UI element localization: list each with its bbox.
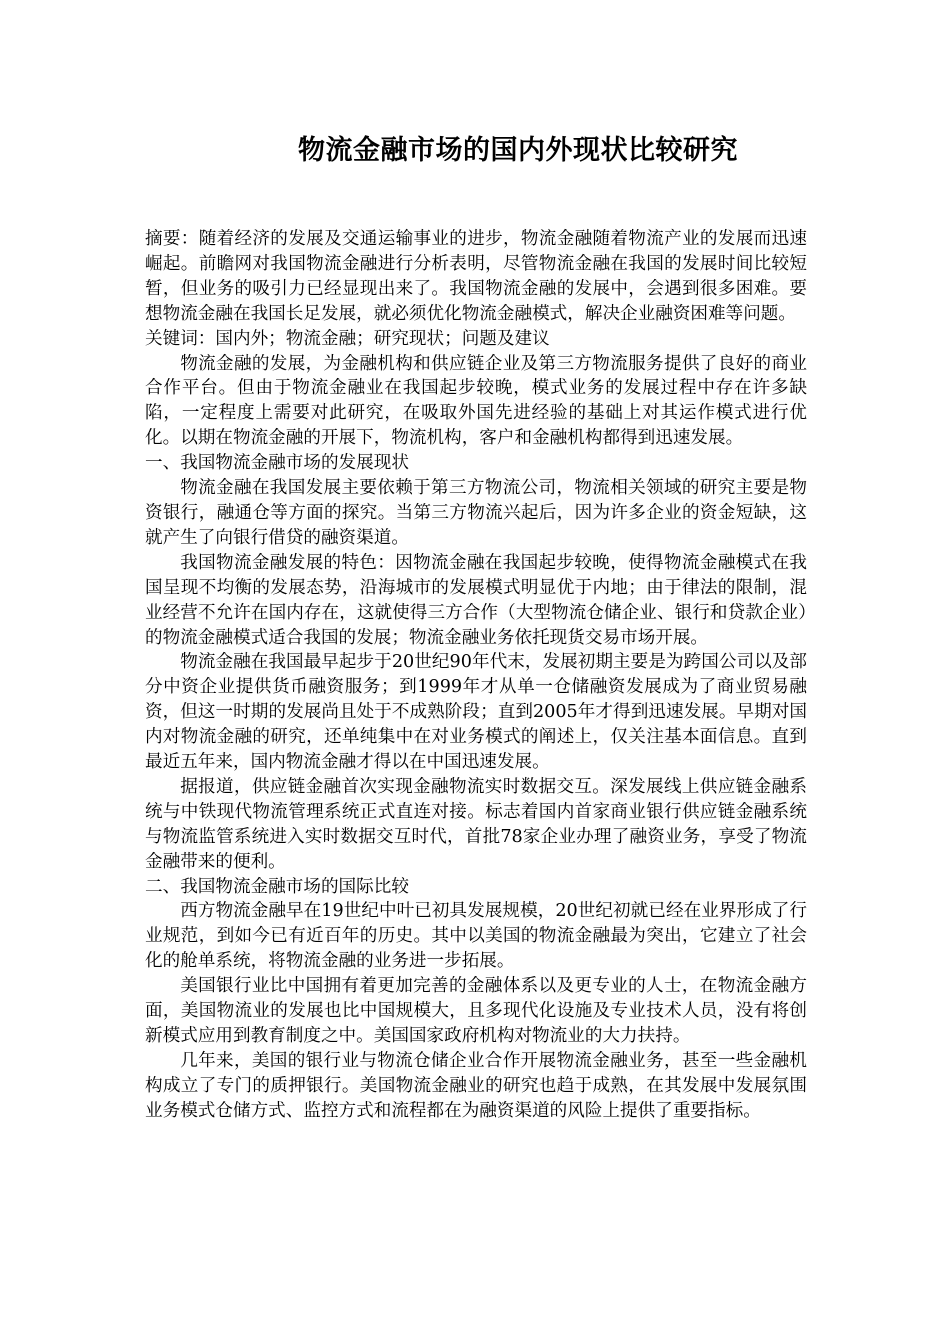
document-paragraph: 据报道，供应链金融首次实现金融物流实时数据交互。深发展线上供应链金融系统与中铁现代物流管理系统正式直连对接。标志着国内首家商业银行供应链金融系统与物流监管系统进入实时数据交互时代，首批78家企业办理了融资业务，享受了物流金融带来的便利。: [145, 776, 807, 872]
document-paragraph: 物流金融在我国发展主要依赖于第三方物流公司，物流相关领域的研究主要是物资银行，融通仓等方面的探究。当第三方物流兴起后，因为许多企业的资金短缺，这就产生了向银行借贷的融资渠道。: [145, 478, 807, 548]
document-paragraph: 几年来，美国的银行业与物流仓储企业合作开展物流金融业务，甚至一些金融机构成立了专门的质押银行。美国物流金融业的研究也趋于成熟，在其发展中发展氛围业务模式仓储方式、监控方式和流程都在为融资渠道的风险上提供了重要指标。: [145, 1050, 807, 1121]
document-paragraph: 二、我国物流金融市场的国际比较: [145, 876, 409, 897]
document-paragraph: 摘要：随着经济的发展及交通运输事业的进步，物流金融随着物流产业的发展而迅速崛起。前瞻网对我国物流金融进行分析表明，尽管物流金融在我国的发展时间比较短暂，但业务的吸引力已经显现出来了。我国物流金融的发展中，会遇到很多困难。要想物流金融在我国长足发展，就必须优化物流金融模式，解决企业融资困难等问题。: [145, 229, 807, 324]
document-paragraph: 我国物流金融发展的特色：因物流金融在我国起步较晚，使得物流金融模式在我国呈现不均衡的发展态势，沿海城市的发展模式明显优于内地；由于律法的限制，混业经营不允许在国内存在，这就使得三方合作（大型物流仓储企业、银行和贷款企业）的物流金融模式适合我国的发展；物流金融业务依托现货交易市场开展。: [145, 552, 807, 648]
document-paragraph: 关键词：国内外；物流金融；研究现状；问题及建议: [145, 328, 550, 349]
document-paragraph: 美国银行业比中国拥有着更加完善的金融体系以及更专业的人士，在物流金融方面，美国物流业的发展也比中国规模大，且多现代化设施及专业技术人员，没有将创新模式应用到教育制度之中。美国国家政府机构对物流业的大力扶持。: [145, 976, 807, 1046]
document-paragraph: 一、我国物流金融市场的发展现状: [145, 453, 409, 474]
document-paragraph: 物流金融在我国最早起步于20世纪90年代末，发展初期主要是为跨国公司以及部分中资企业提供货币融资服务；到1999年才从单一仓储融资发展成为了商业贸易融资，但这一时期的发展尚且处于不成熟阶段；直到2005年才得到迅速发展。早期对国内对物流金融的研究，还单纯集中在对业务模式的阐述上，仅关注基本面信息。直到最近五年来，国内物流金融才得以在中国迅速发展。: [145, 652, 807, 773]
document-title: 物流金融市场的国内外现状比较研究: [298, 135, 738, 166]
document-body: [145, 227, 807, 1124]
document-paragraph: 物流金融的发展，为金融机构和供应链企业及第三方物流服务提供了良好的商业合作平台。但由于物流金融业在我国起步较晚，模式业务的发展过程中存在许多缺陷，一定程度上需要对此研究，在吸取外国先进经验的基础上对其运作模式进行优化。以期在物流金融的开展下，物流机构，客户和金融机构都得到迅速发展。: [145, 353, 807, 449]
document-paragraph: 西方物流金融早在19世纪中叶已初具发展规模，20世纪初就已经在业界形成了行业规范，到如今已有近百年的历史。其中以美国的物流金融最为突出，它建立了社会化的舱单系统，将物流金融的业务进一步拓展。: [145, 901, 807, 972]
